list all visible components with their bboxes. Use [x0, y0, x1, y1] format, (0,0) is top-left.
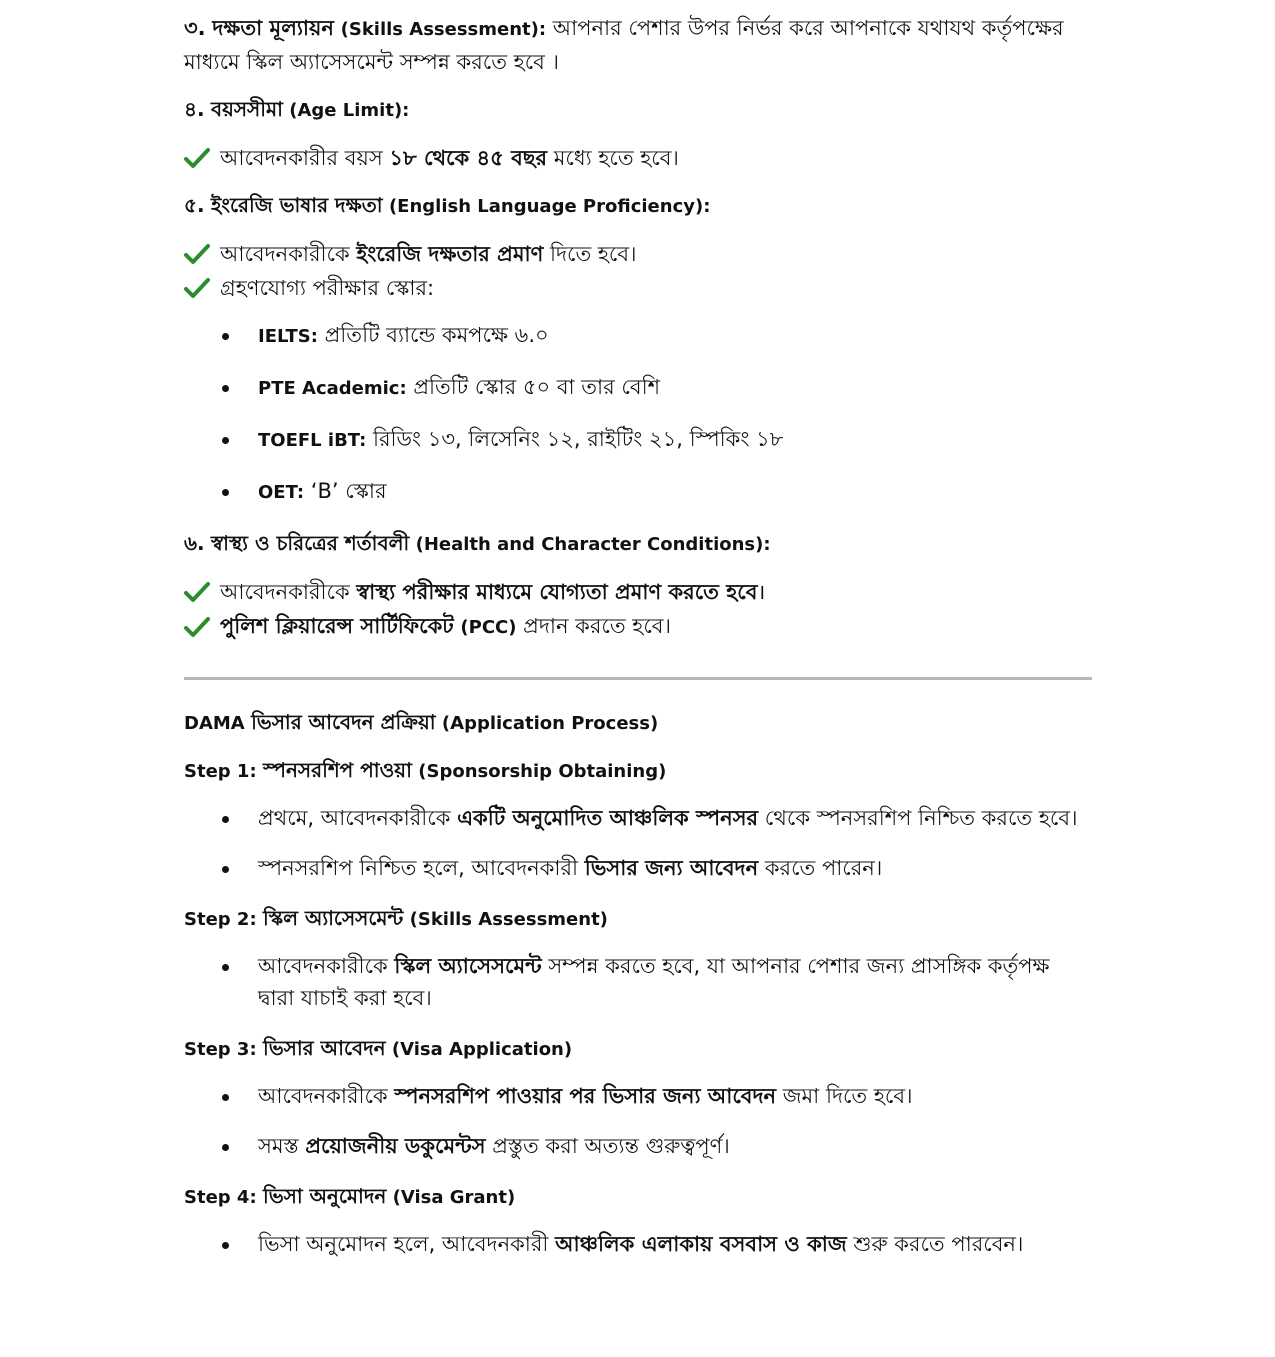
- score-label: OET:: [258, 482, 305, 503]
- step-2-heading: [184, 902, 1092, 936]
- item-text: আবেদনকারীকে: [258, 954, 388, 978]
- bullet-icon: [222, 385, 229, 392]
- list-item: [184, 423, 1092, 457]
- section-5-title-en: (English Language Proficiency):: [388, 196, 711, 217]
- item-text: স্পনসরশিপ নিশ্চিত হলে, আবেদনকারী: [258, 856, 579, 880]
- section-5-title: ইংরেজি ভাষার দক্ষতা: [210, 193, 383, 217]
- check-text: আবেদনকারীকে: [220, 242, 350, 266]
- step-title: ভিসা অনুমোদন: [263, 1184, 387, 1208]
- list-item: [184, 1080, 1092, 1112]
- step-title-en: (Visa Application): [391, 1039, 573, 1060]
- section-3-number: ৩.: [184, 16, 206, 40]
- item-text: সম্পন্ন করতে হবে, যা আপনার পেশার জন্য প্রাসঙ্গিক কর্তৃপক্ষ দ্বারা যাচাই করা হবে।: [258, 954, 1050, 1010]
- step-title: ভিসার আবেদন: [263, 1036, 386, 1060]
- section-4-checks: [184, 141, 1092, 175]
- bullet-icon: [222, 1242, 229, 1249]
- step-title-en: (Skills Assessment): [409, 909, 608, 930]
- item-text: প্রস্তুত করা অত্যন্ত গুরুত্বপূর্ণ।: [492, 1134, 730, 1158]
- item-text-bold: ভিসার জন্য আবেদন: [584, 856, 759, 880]
- bullet-icon: [222, 1144, 229, 1151]
- score-value: প্রতিটি ব্যান্ডে কমপক্ষে ৬.০: [324, 323, 549, 347]
- step-1-heading: [184, 754, 1092, 788]
- list-item: [184, 1228, 1092, 1260]
- step-2-list: [184, 950, 1092, 1014]
- list-item: [184, 802, 1092, 834]
- score-list: [184, 319, 1092, 509]
- check-icon: [184, 277, 210, 299]
- check-icon: [184, 616, 210, 638]
- bullet-icon: [222, 489, 229, 496]
- bullet-icon: [222, 964, 229, 971]
- process-heading: [184, 706, 1092, 740]
- item-text: করতে পারেন।: [764, 856, 883, 880]
- check-icon: [184, 147, 210, 169]
- list-item: [184, 319, 1092, 353]
- check-item-health: [184, 575, 1092, 609]
- step-title: স্পনসরশিপ পাওয়া: [263, 758, 412, 782]
- step-label: Step 2:: [184, 909, 257, 930]
- step-3-list: [184, 1080, 1092, 1162]
- check-text: মধ্যে হতে হবে।: [553, 146, 679, 170]
- item-text-bold: স্কিল অ্যাসেসমেন্ট: [394, 954, 542, 978]
- check-text-en: (PCC): [460, 617, 517, 638]
- check-text: প্রদান করতে হবে।: [523, 614, 671, 638]
- item-text: ভিসা অনুমোদন হলে, আবেদনকারী: [258, 1232, 549, 1256]
- item-text: আবেদনকারীকে: [258, 1084, 388, 1108]
- section-3-paragraph: [184, 12, 1092, 79]
- check-icon: [184, 243, 210, 265]
- list-item: [184, 371, 1092, 405]
- section-5-number: ৫.: [184, 193, 205, 217]
- section-6-number: ৬.: [184, 531, 205, 555]
- section-3-title-en: (Skills Assessment):: [340, 19, 547, 40]
- step-3-heading: [184, 1032, 1092, 1066]
- check-text-bold: পুলিশ ক্লিয়ারেন্স সার্টিফিকেট: [220, 614, 454, 638]
- check-text: দিতে হবে।: [549, 242, 637, 266]
- item-text: প্রথমে, আবেদনকারীকে: [258, 806, 451, 830]
- step-title: স্কিল অ্যাসেসমেন্ট: [263, 906, 404, 930]
- check-text-bold: ১৮ থেকে ৪৫ বছর: [389, 146, 548, 170]
- process-title-en: (Application Process): [441, 713, 659, 734]
- section-6-title: স্বাস্থ্য ও চরিত্রের শর্তাবলী: [210, 531, 410, 555]
- step-4-list: [184, 1228, 1092, 1260]
- step-1-list: [184, 802, 1092, 884]
- check-text: আবেদনকারীকে: [220, 580, 350, 604]
- list-item: [184, 950, 1092, 1014]
- item-text: সমস্ত: [258, 1134, 299, 1158]
- step-label: Step 3:: [184, 1039, 257, 1060]
- score-label: IELTS:: [258, 326, 318, 347]
- check-icon: [184, 581, 210, 603]
- item-text: জমা দিতে হবে।: [782, 1084, 913, 1108]
- step-label: Step 4:: [184, 1187, 257, 1208]
- bullet-icon: [222, 437, 229, 444]
- section-4-title-en: (Age Limit):: [289, 100, 410, 121]
- section-5-heading: [184, 189, 1092, 223]
- section-3-body: আপনার পেশার উপর নির্ভর করে আপনাকে যথাযথ কর্তৃপক্ষের মাধ্যমে স্কিল অ্যাসেসমেন্ট সম্পন্ন করতে হবে ।: [184, 16, 1064, 74]
- item-text: থেকে স্পনসরশিপ নিশ্চিত করতে হবে।: [764, 806, 1078, 830]
- score-value: ‘B’ স্কোর: [310, 479, 387, 503]
- bullet-icon: [222, 816, 229, 823]
- section-4-title: বয়সসীমা: [210, 97, 283, 121]
- section-4-number: ৪.: [184, 97, 205, 121]
- check-item-age: [184, 141, 1092, 175]
- step-label: Step 1:: [184, 761, 257, 782]
- process-title: ভিসার আবেদন প্রক্রিয়া: [251, 710, 436, 734]
- score-value: প্রতিটি স্কোর ৫০ বা তার বেশি: [413, 375, 661, 399]
- check-text-bold: স্বাস্থ্য পরীক্ষার মাধ্যমে যোগ্যতা প্রমাণ করতে হবে: [356, 580, 758, 604]
- score-label: PTE Academic:: [258, 378, 407, 399]
- check-item-pcc: [184, 609, 1092, 645]
- section-6-title-en: (Health and Character Conditions):: [415, 534, 771, 555]
- section-6-heading: [184, 527, 1092, 561]
- item-text-bold: স্পনসরশিপ পাওয়ার পর ভিসার জন্য আবেদন: [394, 1084, 777, 1108]
- horizontal-divider: [184, 677, 1092, 680]
- list-item: [184, 852, 1092, 884]
- process-prefix: DAMA: [184, 713, 245, 734]
- check-text: গ্রহণযোগ্য পরীক্ষার স্কোর:: [220, 276, 435, 300]
- item-text-bold: আঞ্চলিক এলাকায় বসবাস ও কাজ: [555, 1232, 847, 1256]
- check-item-english-proof: [184, 237, 1092, 271]
- item-text-bold: একটি অনুমোদিত আঞ্চলিক স্পনসর: [457, 806, 759, 830]
- step-4-heading: [184, 1180, 1092, 1214]
- step-title-en: (Sponsorship Obtaining): [418, 761, 667, 782]
- list-item: [184, 475, 1092, 509]
- section-4-heading: [184, 93, 1092, 127]
- check-item-accepted-scores: [184, 271, 1092, 305]
- score-value: রিডিং ১৩, লিসেনিং ১২, রাইটিং ২১, স্পিকিং ১৮: [372, 427, 784, 451]
- list-item: [184, 1130, 1092, 1162]
- check-text: আবেদনকারীর বয়স: [220, 146, 383, 170]
- check-text-bold: ইংরেজি দক্ষতার প্রমাণ: [356, 242, 544, 266]
- check-text: ।: [757, 580, 766, 604]
- section-5-checks: [184, 237, 1092, 305]
- section-6-checks: [184, 575, 1092, 645]
- item-text: শুরু করতে পারবেন।: [853, 1232, 1024, 1256]
- step-title-en: (Visa Grant): [392, 1187, 516, 1208]
- section-3-title: দক্ষতা মূল্যায়ন: [212, 16, 334, 40]
- score-label: TOEFL iBT:: [258, 430, 367, 451]
- bullet-icon: [222, 866, 229, 873]
- item-text-bold: প্রয়োজনীয় ডকুমেন্টস: [305, 1134, 486, 1158]
- bullet-icon: [222, 333, 229, 340]
- document-page: [184, 12, 1092, 1278]
- bullet-icon: [222, 1094, 229, 1101]
